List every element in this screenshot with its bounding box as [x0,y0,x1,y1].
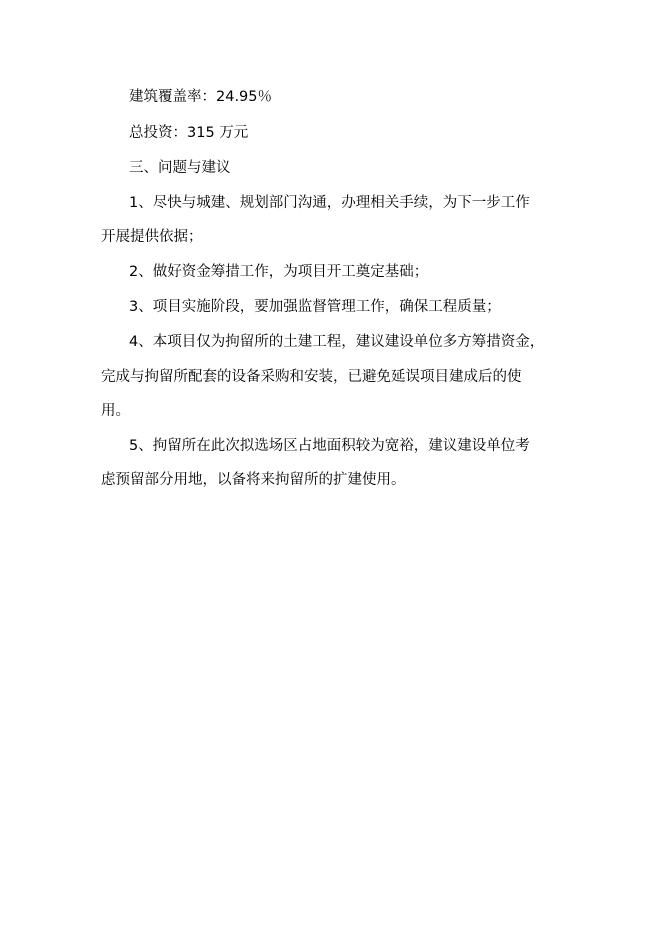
total-investment-line: 总投资：315 万元 [129,125,249,141]
suggestion-5-line-1: 5、拘留所在此次拟选场区占地面积较为宽裕，建议建设单位考 [129,438,530,454]
suggestion-4-line-1: 4、本项目仅为拘留所的土建工程，建议建设单位多方筹措资金， [129,334,545,350]
suggestion-2-line: 2、做好资金筹措工作，为项目开工奠定基础； [129,264,429,280]
building-coverage-line: 建筑覆盖率：24.95％ [129,89,273,105]
section-heading: 三、问题与建议 [129,160,231,176]
suggestion-1-line-1: 1、尽快与城建、规划部门沟通，办理相关手续，为下一步工作 [129,195,530,211]
suggestion-5-line-2: 虑预留部分用地，以备将来拘留所的扩建使用。 [101,472,406,488]
suggestion-4-line-3: 用。 [101,403,130,419]
suggestion-4-line-2: 完成与拘留所配套的设备采购和安装，已避免延误项目建成后的使 [101,369,522,385]
suggestion-1-line-2: 开展提供依据； [101,229,203,245]
suggestion-3-line: 3、项目实施阶段，要加强监督管理工作，确保工程质量； [129,299,501,315]
